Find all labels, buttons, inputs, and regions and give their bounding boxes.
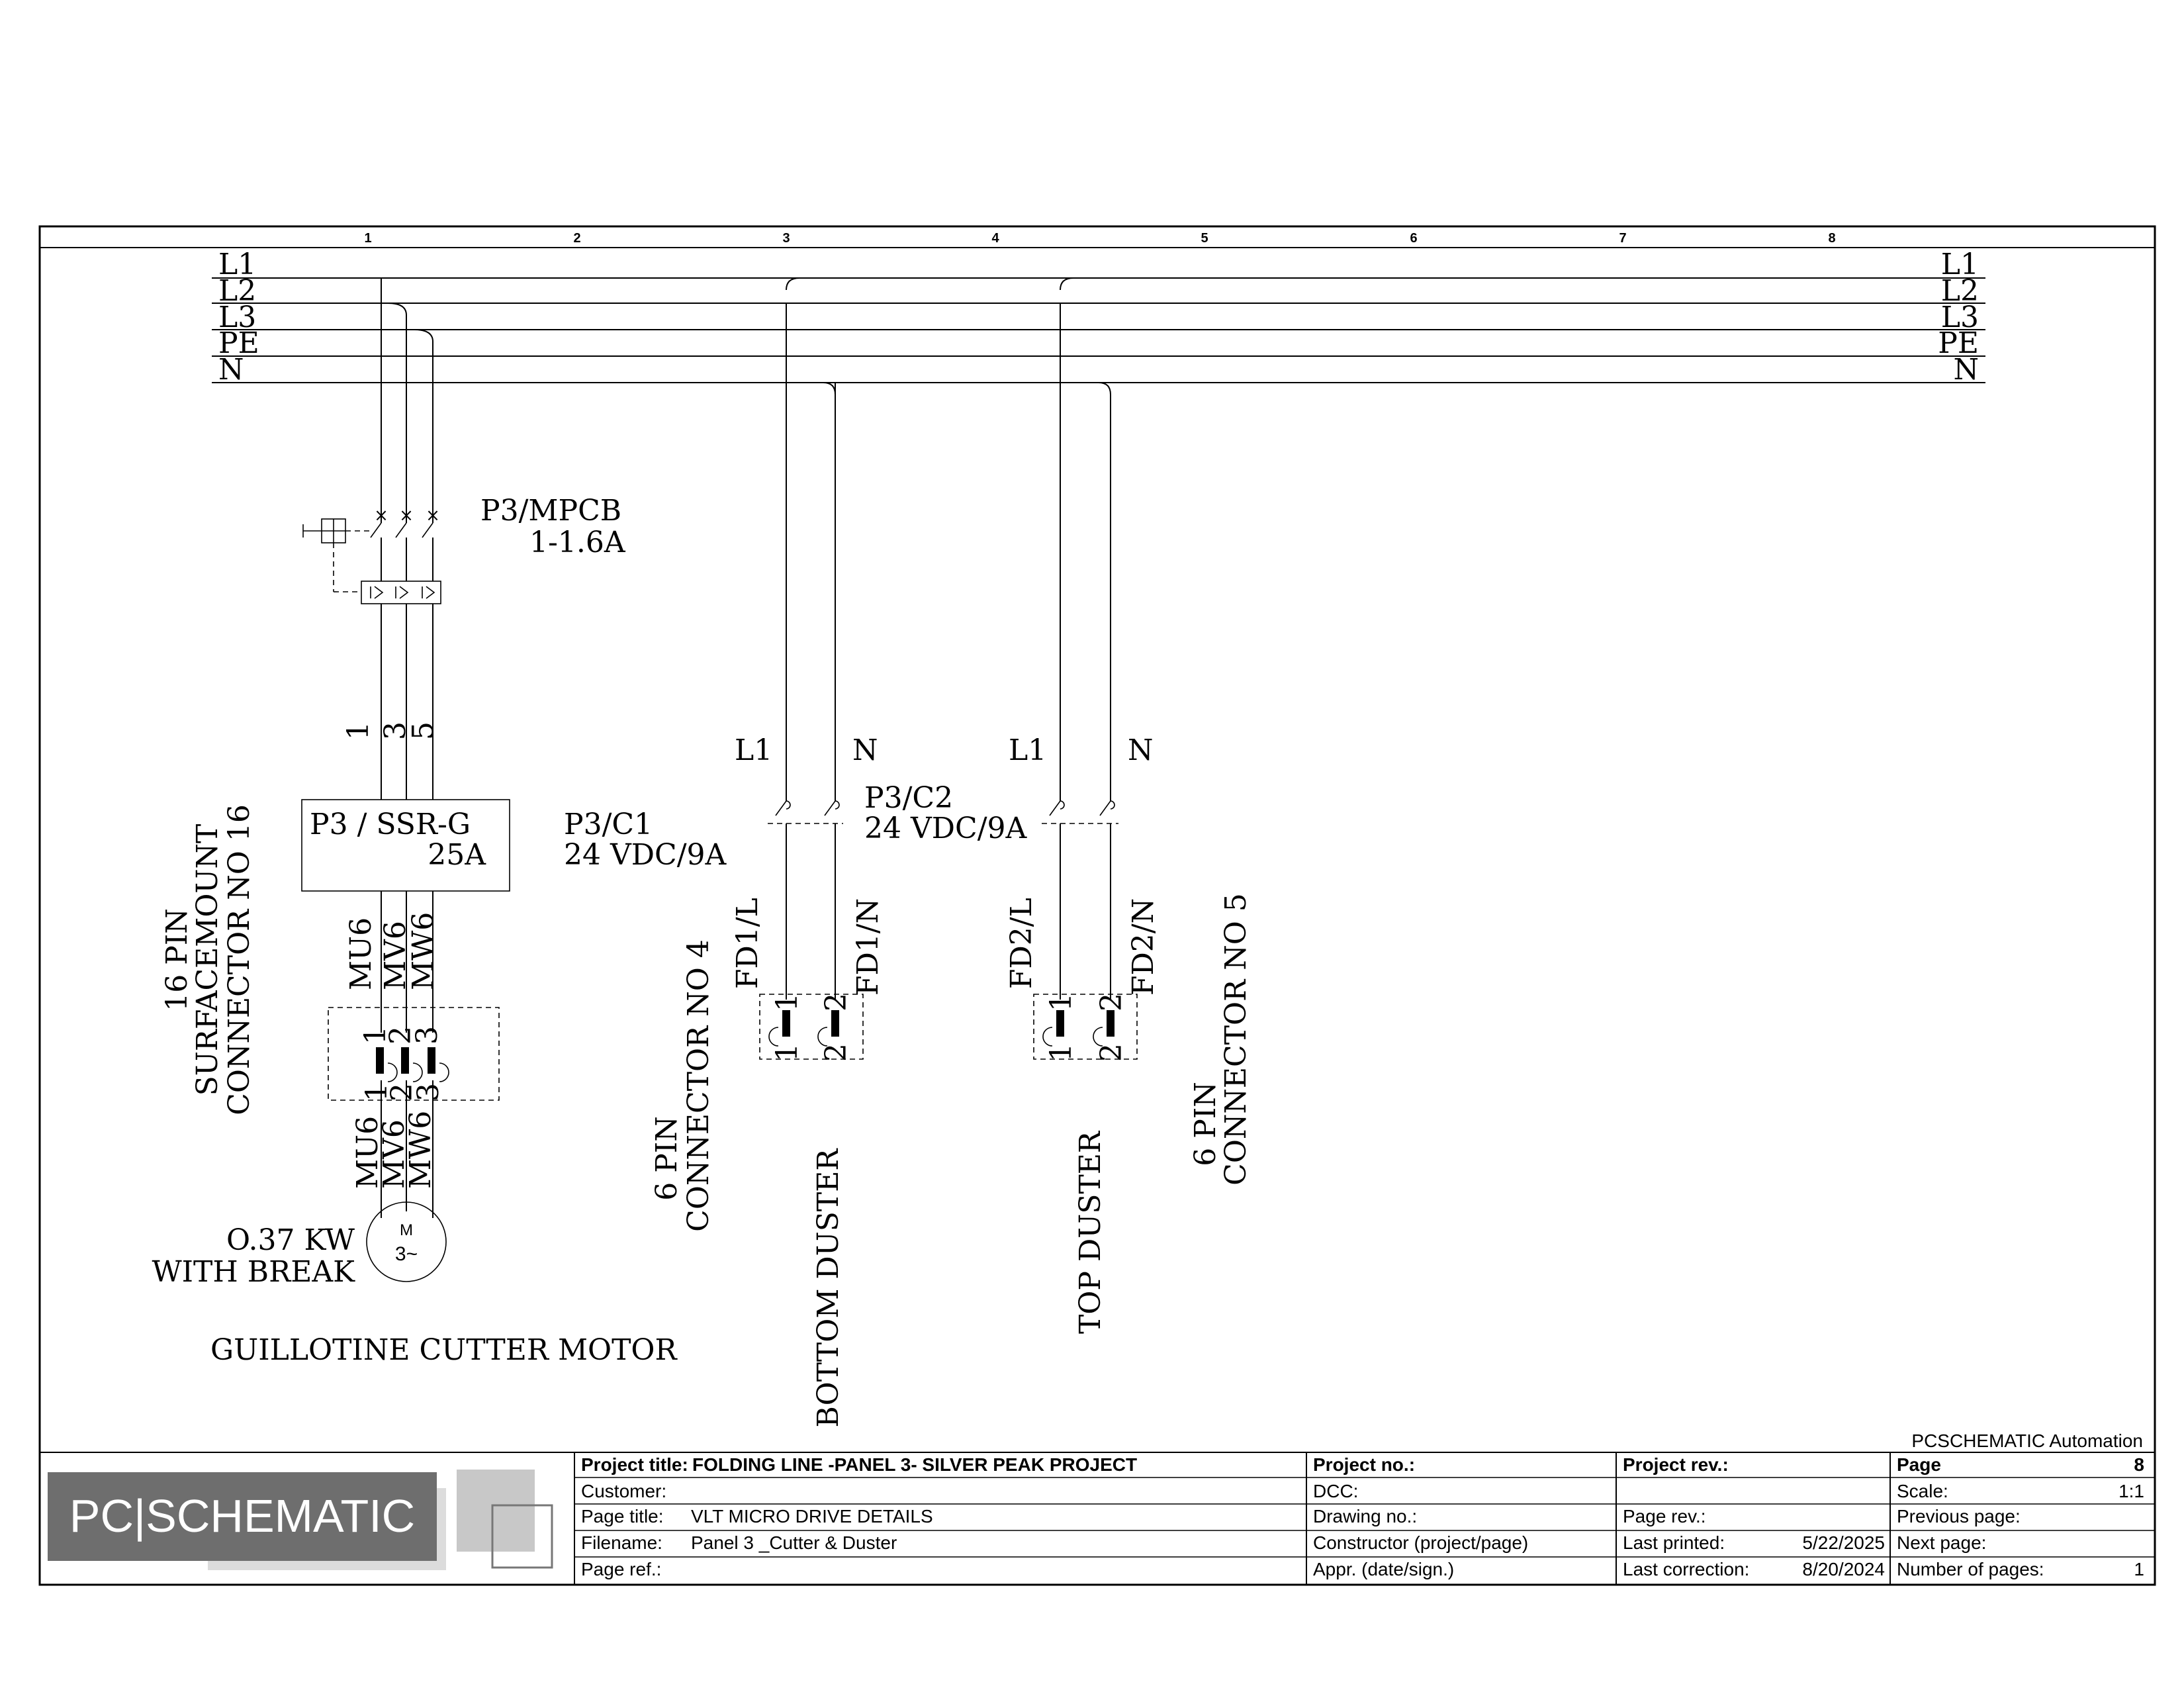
wire-phase-3-top [414,330,433,523]
drawing-no-label: Drawing no.: [1313,1506,1418,1526]
surface-connector-line1: 16 PIN [160,908,194,1011]
top-duster-plug-pin-2: 2 [1095,993,1128,1011]
top-duster-socket-pin-1: 1 [1044,1043,1078,1062]
project-no-label: Project no.: [1313,1454,1416,1475]
motor-plug-pin-3: 3 [410,1026,444,1045]
motor-socket-pin-3: 3 [412,1083,445,1102]
trip-unit-3 [422,586,434,598]
motor-wire-label-top-mv6: MV6 [379,921,412,990]
bottom-duster-wires [786,278,835,1000]
motor-circuit-wires [381,278,433,1218]
bottom-duster-connector-line2: CONNECTOR NO 4 [682,939,715,1232]
project-title-label: Project title: [581,1454,688,1475]
motor-symbol [367,1202,446,1282]
trip-unit-1 [371,586,383,598]
motor-plug-pin-1: 1 [359,1026,392,1045]
top-duster-plug-pin-1: 1 [1044,993,1078,1011]
motor-wire-label-bottom-mw6: MW6 [404,1110,437,1189]
trip-unit-symbols [371,586,434,598]
c1-contact-n [825,801,835,816]
customer-label: Customer: [581,1481,667,1501]
wire-fd2-n-tap [1099,383,1111,395]
logo-gray-block [457,1470,535,1552]
appr-label: Appr. (date/sign.) [1313,1559,1455,1579]
page-title-label: Page title: [581,1506,664,1526]
bottom-duster-title: BOTTOM DUSTER [811,1149,845,1428]
column-number-3: 3 [782,231,790,246]
company-name: PCSCHEMATIC Automation [1911,1430,2143,1451]
column-number-1: 1 [364,231,372,246]
ssr-name: P3 / SSR-G [310,808,471,841]
bottom-duster-pin-1 [782,1010,790,1037]
ssr-rating: 25A [428,838,486,872]
column-number-7: 7 [1619,231,1627,246]
pcschematic-logo [48,1470,552,1570]
bottom-duster-connector-line1: 6 PIN [650,1116,684,1201]
motor-socket-arc-3 [439,1063,449,1082]
page-rev-label: Page rev.: [1623,1506,1706,1526]
motor-protection-breaker [303,506,441,604]
contactor-c2 [1042,801,1118,823]
motor-circle [367,1202,446,1282]
dcc-label: DCC: [1313,1481,1359,1501]
fd2-l-label: FD2/L [1005,898,1038,989]
bus-labels-right [1938,248,1979,387]
c1-contact-n-arc [835,801,839,809]
c1-rating: 24 VDC/9A [564,838,727,872]
motor-wire-label-bottom-mv6: MV6 [377,1119,411,1189]
bus-label-n-right: N [1953,353,1979,387]
last-printed: 5/22/2025 [1802,1532,1885,1553]
number-of-pages-label: Number of pages: [1897,1559,2044,1579]
top-duster-pin-1 [1056,1010,1064,1037]
c2-contact-l [1050,801,1060,816]
c1-contact-l-arc [786,801,790,809]
bus-label-l3-right: L3 [1940,301,1979,334]
motor-plug-pin-2: 2 [384,1026,418,1045]
motor-socket-pin-1: 1 [360,1083,394,1102]
bus-label-l1-right: L1 [1940,248,1979,281]
c2-rating: 24 VDC/9A [864,812,1027,845]
breaker-rating: 1-1.6A [529,526,625,559]
page-ref-label: Page ref.: [581,1559,662,1579]
drawing-frame [40,226,2155,1585]
motor-note: WITH BREAK [152,1255,355,1289]
top-duster-wires [1060,278,1111,1000]
c1-contact-l [776,801,786,816]
c2-name: P3/C2 [864,781,954,815]
filename-label: Filename: [581,1532,662,1553]
motor-power: O.37 KW [226,1223,355,1257]
c2-contact-n-arc [1111,801,1115,809]
bottom-duster-socket-arc-2 [818,1027,827,1046]
column-numbers [364,231,1835,246]
wire-fd2-l-tap [1060,278,1073,290]
bus-labels-left [218,248,259,387]
fd1-l-label: FD1/L [731,898,764,989]
next-page-label: Next page: [1897,1532,1987,1553]
column-number-5: 5 [1201,231,1208,246]
motor-wire-label-bottom-mu6: MU6 [351,1115,385,1189]
wire-fd1-n-tap [823,383,835,395]
bus-bars [212,278,1985,383]
column-number-4: 4 [991,231,999,246]
terminal-number-5: 5 [406,722,440,740]
bottom-duster-plug-pin-2: 2 [819,993,853,1011]
surface-connector-line2: SURFACEMOUNT [191,823,224,1096]
breaker-trip-units [361,581,441,604]
last-printed-label: Last printed: [1623,1532,1725,1553]
scale-label: Scale: [1897,1481,1948,1501]
bus-label-pe-left: PE [218,326,259,360]
number-of-pages: 1 [2134,1559,2144,1579]
motor-letter: M [400,1221,413,1239]
bottom-duster-socket-arc-1 [769,1027,778,1046]
breaker-cross-1: × [374,506,388,526]
c2-contact-l-arc [1060,801,1064,809]
column-number-8: 8 [1828,231,1836,246]
c2-contact-n [1100,801,1111,816]
surface-connector-line3: CONNECTOR NO 16 [222,804,256,1115]
bus-label-l2-right: L2 [1940,274,1979,308]
breaker-cross-2: × [399,506,414,526]
page-label: Page [1897,1454,1941,1475]
motor-title: GUILLOTINE CUTTER MOTOR [210,1333,677,1367]
logo-text: PC|SCHEMATIC [69,1490,416,1542]
bus-label-pe-right: PE [1938,326,1979,360]
fd2-n-label: FD2/N [1126,898,1160,996]
project-rev-label: Project rev.: [1623,1454,1729,1475]
bottom-duster-socket-pin-2: 2 [819,1043,853,1062]
bus-label-l1-left: L1 [218,248,257,281]
contactor-c1 [768,801,843,823]
bus-label-n-left: N [218,353,244,387]
c2-phase-label: L1 [1009,733,1047,767]
column-number-2: 2 [573,231,581,246]
breaker-name: P3/MPCB [480,494,622,528]
bottom-duster-pin-2 [831,1010,839,1037]
top-duster-socket-arc-2 [1093,1027,1103,1046]
top-duster-socket-arc-1 [1043,1027,1052,1046]
c2-neutral-label: N [1128,733,1154,767]
project-title: FOLDING LINE -PANEL 3- SILVER PEAK PROJECT [692,1454,1138,1475]
motor-socket-arc-1 [388,1063,397,1082]
motor-phase: 3~ [394,1243,418,1265]
page-title: VLT MICRO DRIVE DETAILS [691,1506,933,1526]
motor-socket-pin-2: 2 [385,1083,419,1102]
motor-pin-2 [401,1047,409,1074]
fd1-n-label: FD1/N [851,898,885,996]
top-duster-connector-line2: CONNECTOR NO 5 [1219,893,1253,1186]
constructor-label: Constructor (project/page) [1313,1532,1529,1553]
motor-socket-arc-2 [413,1063,422,1082]
terminal-number-1: 1 [341,722,375,740]
last-correction-label: Last correction: [1623,1559,1750,1579]
motor-wire-label-top-mw6: MW6 [406,912,440,990]
c1-neutral-label: N [852,733,878,767]
bottom-duster-plug-pin-1: 1 [770,993,804,1011]
bus-label-l3-left: L3 [218,301,257,334]
motor-pin-3 [428,1047,435,1074]
bus-label-l2-left: L2 [218,274,257,308]
top-duster-pin-2 [1107,1010,1115,1037]
top-duster-connector-line1: 6 PIN [1189,1082,1222,1166]
top-duster-title: TOP DUSTER [1073,1131,1107,1335]
filename: Panel 3 _Cutter & Duster [691,1532,897,1553]
scale-value: 1:1 [2118,1481,2144,1501]
terminal-number-3: 3 [379,722,412,740]
c1-name: P3/C1 [564,808,653,841]
breaker-cross-3: × [426,506,440,526]
column-number-6: 6 [1410,231,1418,246]
page-number: 8 [2134,1454,2144,1475]
bottom-duster-socket-pin-1: 1 [770,1043,804,1062]
last-correction: 8/20/2024 [1802,1559,1885,1579]
wire-fd1-l-tap [786,278,799,290]
motor-pin-1 [376,1047,384,1074]
top-duster-socket-pin-2: 2 [1095,1043,1128,1062]
c1-phase-label: L1 [735,733,773,767]
motor-wire-label-top-mu6: MU6 [344,917,378,990]
trip-unit-2 [396,586,408,598]
previous-page-label: Previous page: [1897,1506,2021,1526]
wire-phase-2-top [388,303,406,523]
